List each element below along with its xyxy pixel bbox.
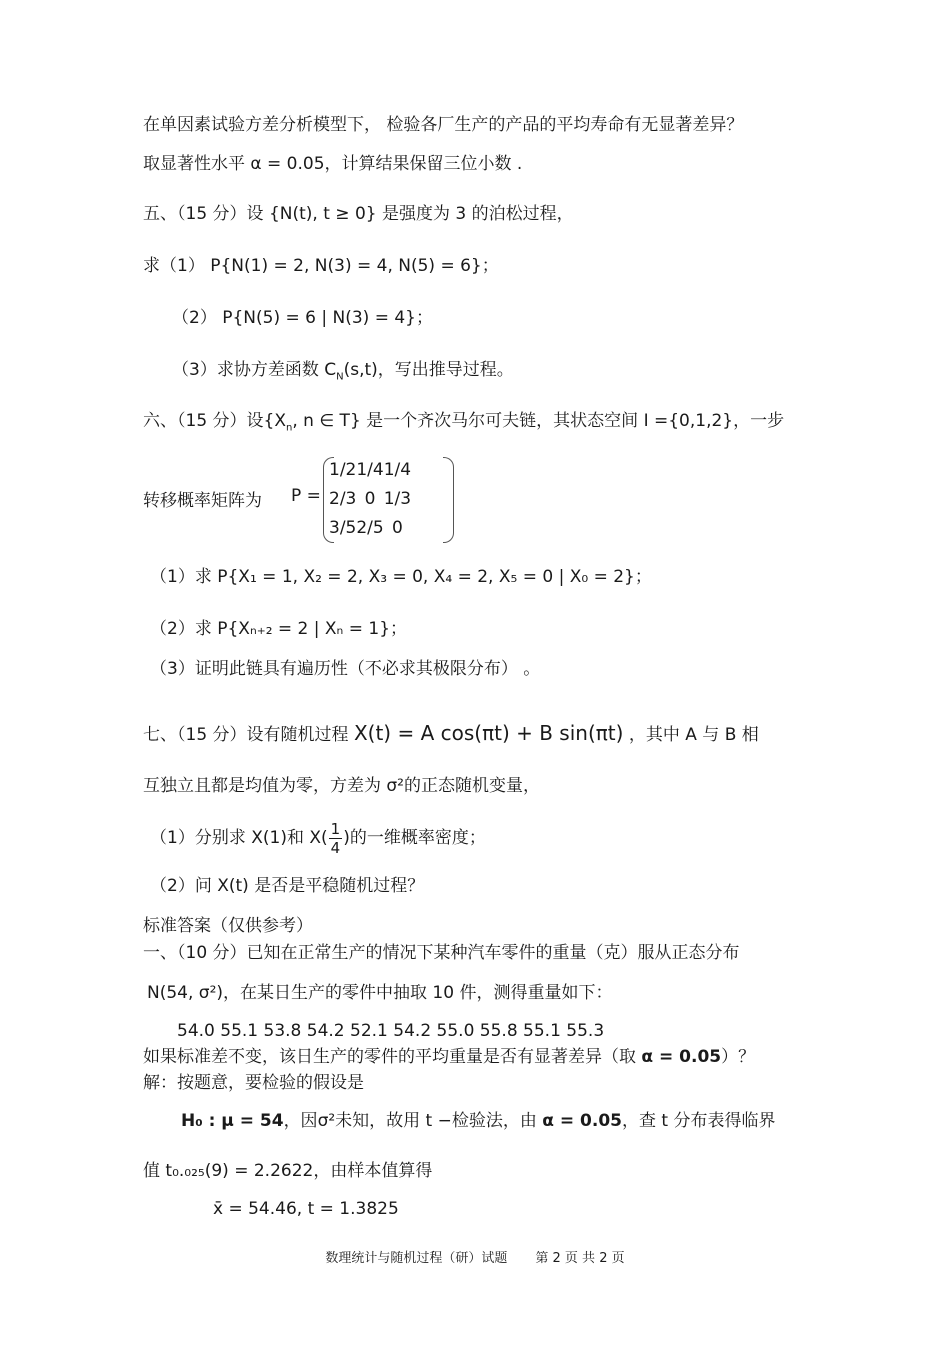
- text-line: 解：按题意，要检验的假设是: [143, 1073, 364, 1093]
- text-line: （1）求 P{X₁ = 1, X₂ = 2, X₃ = 0, X₄ = 2, X₅ = 0 | X₀ = 2}；: [150, 567, 652, 587]
- formula: σ²: [386, 776, 404, 796]
- sample-values: 54.0 55.1 53.8 54.2 52.1 54.2 55.0 55.8 55.1 55.3: [177, 1021, 605, 1041]
- matrix-cell: 3/5: [329, 517, 357, 538]
- formula: P{N(1) = 2, N(3) = 4, N(5) = 6}；: [210, 256, 499, 276]
- matrix-cell: 0: [391, 517, 403, 538]
- matrix-cell: 1/4: [383, 459, 412, 480]
- matrix-cell: 1/2: [329, 459, 357, 480]
- matrix-label: 转移概率矩阵为: [143, 491, 262, 511]
- text-line: （2）求 P{Xₙ₊₂ = 2 | Xₙ = 1}；: [150, 619, 408, 639]
- formula: N(54, σ²): [147, 983, 224, 1003]
- answer-1: 一、（10 分）已知在正常生产的情况下某种汽车零件的重量（克）服从正态分布: [143, 943, 740, 963]
- text-line: （3）求协方差函数 $C_N(s,t)$，写出推导过程。: [172, 360, 514, 383]
- text-line: N(54, σ²)，在某日生产的零件中抽取 10 件，测得重量如下：: [147, 983, 613, 1003]
- formula: $X_n$, n ∈ T}: [274, 411, 361, 434]
- formula: α = 0.05: [542, 1111, 622, 1131]
- text-line: （2） P{N(5) = 6 | N(3) = 4}；: [172, 308, 433, 328]
- formula: X(t): [217, 876, 249, 896]
- matrix-cell: 2/5: [356, 517, 384, 538]
- matrix-cell: 1/3: [383, 488, 412, 509]
- right-bracket: [443, 457, 454, 543]
- text-line: （1）分别求 X(1)和 X( $\frac{1}{4}$ )的一维概率密度；: [150, 819, 486, 857]
- text-line: （3）证明此链具有遍历性（不必求其极限分布） 。: [150, 659, 541, 679]
- text-line: 取显著性水平 α = 0.05，计算结果保留三位小数 .: [143, 154, 523, 174]
- footer-page: 第 2 页 共 2 页: [535, 1251, 625, 1266]
- formula: I ={0,1,2}: [643, 411, 734, 431]
- formula: P{Xₙ₊₂ = 2 | Xₙ = 1}；: [217, 619, 408, 639]
- text-line: 如果标准差不变，该日生产的零件的平均重量是否有显著差异（取 α = 0.05）？: [143, 1047, 756, 1067]
- text-line: 在单因素试验方差分析模型下， 检验各厂生产的产品的平均寿命有无显著差异？: [143, 115, 744, 135]
- formula: σ²: [317, 1111, 336, 1131]
- question-5: 五、（15 分）设 {N(t), t ≥ 0} 是强度为 3 的泊松过程，: [143, 204, 574, 224]
- text-line: H₀ : μ = 54，因σ²未知，故用 t −检验法，由 α = 0.05，查 t 分布表得临界: [181, 1111, 776, 1131]
- question-6: 六、（15 分）设{$X_n$, n ∈ T} 是一个齐次马尔可夫链，其状态空间 I ={0,1,2}，一步: [143, 411, 785, 434]
- formula: X( $\frac{1}{4}$ ): [309, 819, 350, 857]
- question-7: 七、（15 分）设有随机过程 X(t) = A cos(πt) + B sin(πt) ，其中 A 与 B 相: [143, 721, 759, 745]
- footer-title: 数理统计与随机过程（研）试题: [325, 1251, 508, 1266]
- matrix-table: [329, 455, 411, 542]
- formula: P{N(5) = 6 | N(3) = 4}；: [222, 308, 433, 328]
- formula: {N(t), t ≥ 0}: [268, 204, 377, 224]
- matrix-cell: 2/3: [329, 488, 357, 509]
- text-line: 互独立且都是均值为零，方差为 σ²的正态随机变量，: [143, 776, 540, 796]
- formula: X(t) = A cos(πt) + B sin(πt): [353, 721, 624, 745]
- matrix-cell: 1/4: [356, 459, 384, 480]
- formula: α = 0.05: [250, 154, 325, 174]
- text-line: 求（1） P{N(1) = 2, N(3) = 4, N(5) = 6}；: [143, 256, 499, 276]
- formula: H₀ : μ = 54: [181, 1111, 284, 1131]
- text-line: 值 t₀.₀₂₅(9) = 2.2622，由样本值算得: [143, 1161, 433, 1181]
- answer-heading: 标准答案（仅供参考）: [143, 916, 313, 936]
- page-footer: [0, 1247, 950, 1266]
- matrix-symbol: P =: [291, 486, 321, 506]
- text-line: （2）问 X(t) 是否是平稳随机过程？: [150, 876, 425, 896]
- formula: t₀.₀₂₅(9) = 2.2622: [165, 1161, 314, 1181]
- matrix-cell: 0: [364, 488, 376, 509]
- formula: P{X₁ = 1, X₂ = 2, X₃ = 0, X₄ = 2, X₅ = 0 | X₀ = 2}；: [217, 567, 652, 587]
- formula: α = 0.05: [641, 1047, 722, 1067]
- text-line: [213, 1198, 399, 1220]
- formula: $C_N(s,t)$: [324, 360, 378, 383]
- formula: x̄ = 54.46, t = 1.3825: [213, 1199, 399, 1219]
- formula: X(1): [251, 828, 287, 848]
